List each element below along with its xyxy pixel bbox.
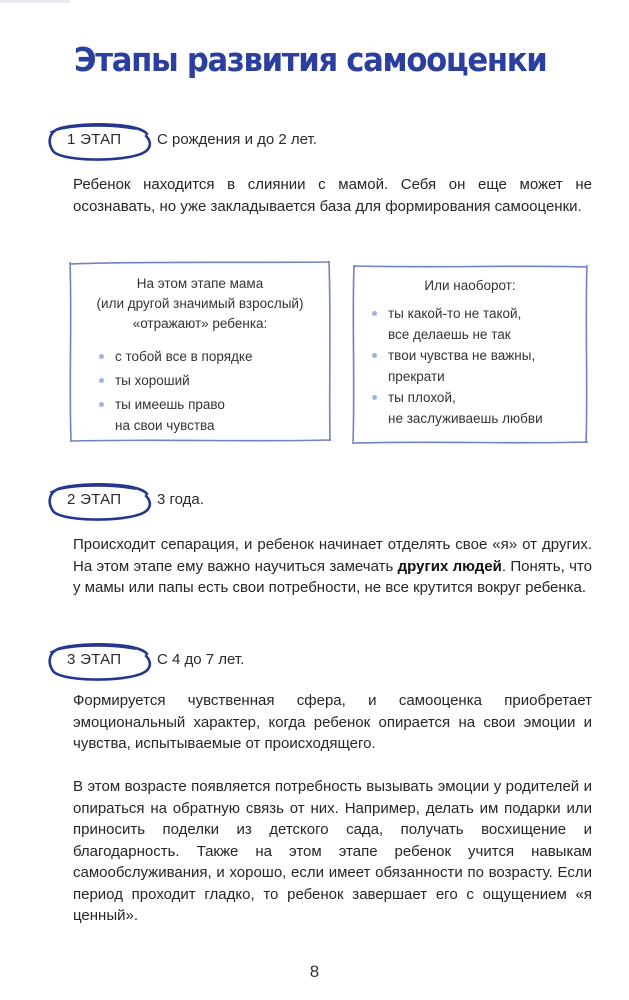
stage-2-label: 2 ЭТАП: [67, 491, 122, 508]
top-edge-mark: [0, 0, 70, 3]
list-item-text: на свои чувства: [115, 418, 215, 433]
mirror-positive-box: [67, 258, 333, 444]
stage-3-paragraph: Формируется чувственная сфера, и самооценка приобретает эмоциональный характер, когда ребенок опирается на свои эмоции и чувства, испытываемые от происходящего.: [73, 692, 592, 752]
stage-1-header: [47, 120, 587, 160]
list-item-text: все делаешь не так: [388, 327, 511, 342]
stage-3-label: 3 ЭТАП: [67, 651, 122, 668]
bullet-icon: [99, 378, 104, 383]
bullet-icon: [372, 353, 377, 358]
stage-3-desc: С 4 до 7 лет.: [157, 651, 245, 668]
box-left-head-3: «отражают» ребенка:: [132, 316, 268, 331]
list-item-text: не заслуживаешь любви: [388, 411, 543, 426]
list-item-text: ты плохой,: [388, 390, 456, 405]
bullet-icon: [99, 354, 104, 359]
list-item: [372, 303, 584, 345]
stage-2-header: [47, 480, 587, 520]
list-item: [372, 345, 584, 387]
page-number: 8: [309, 962, 320, 981]
box-right-list: [372, 303, 584, 429]
stage-1-desc: С рождения и до 2 лет.: [157, 131, 317, 148]
bullet-icon: [372, 311, 377, 316]
stage-1-label: 1 ЭТАП: [67, 131, 122, 148]
box-left-list: [99, 346, 324, 436]
box-left-head-1: На этом этапе мама: [136, 276, 264, 291]
box-left-head-2: (или другой значимый взрослый): [96, 296, 304, 311]
list-item: [372, 387, 584, 429]
box-right-head-1: Или наоборот:: [424, 278, 516, 293]
list-item: [99, 346, 324, 367]
bullet-icon: [99, 402, 104, 407]
stage-2-text-bold: других людей: [397, 557, 502, 575]
list-item-text: с тобой все в порядке: [115, 349, 253, 364]
list-item-text: прекрати: [388, 369, 445, 384]
list-item: [99, 394, 324, 436]
stage-2-desc: 3 года.: [157, 491, 204, 508]
list-item-text: ты какой-то не такой,: [388, 306, 522, 321]
list-item-text: ты хороший: [115, 373, 190, 388]
stage-3-paragraph-2: В этом возрасте появляется потребность вызывать эмоции у родителей и опираться на обратную связь от них. Например, делать им подарки или приносить поделки из детского сада, получать восхищение и благодарность. Также на этом этапе ребенок учится навыкам самообслуживания, и хорошо, если имеет обязанности по возрасту. Если период проходит гладко, то ребенок завершает его с ощущением «я ценный».: [73, 778, 592, 924]
list-item-text: твои чувства не важны,: [388, 348, 536, 363]
stage-2-text-pre: Происходит сепарация, и ребенок начинает отделять свое «я» от других. На этом этапе ему важно научиться замечать: [73, 536, 592, 575]
stage-2-text-post: . Понять, что у мамы или папы есть свои потребности, не все крутится вокруг ребенка.: [73, 557, 592, 596]
bullet-icon: [372, 395, 377, 400]
stage-2-paragraph: [73, 534, 592, 599]
list-item: [99, 370, 324, 391]
stage-1-paragraph: Ребенок находится в слиянии с мамой. Себя он еще может не осознавать, но уже закладывается база для формирования самооценки.: [73, 176, 592, 215]
page-title: Этапы развития самооценки: [74, 40, 547, 79]
list-item-text: ты имеешь право: [115, 397, 225, 412]
mirror-negative-box: [350, 262, 590, 446]
stage-3-header: [47, 640, 587, 680]
